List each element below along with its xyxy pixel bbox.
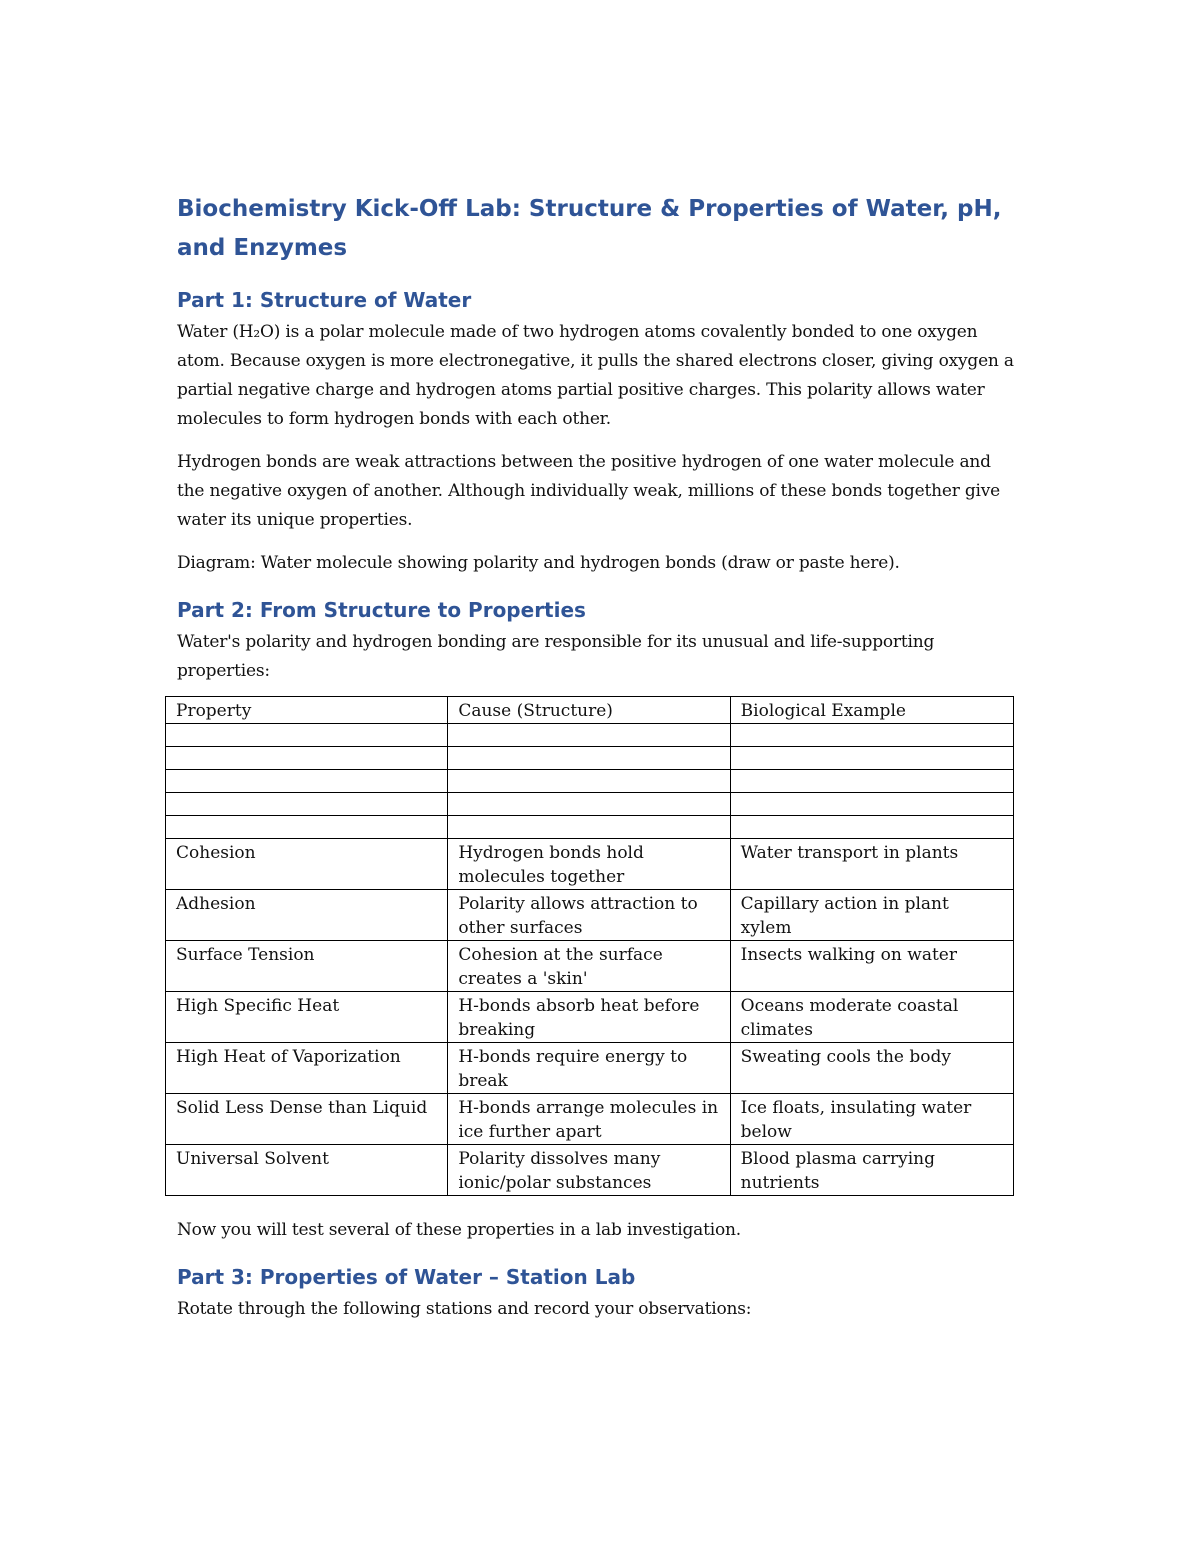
table-empty-cell[interactable] (166, 793, 448, 816)
table-cell-property: Surface Tension (166, 941, 448, 992)
part2-heading: Part 2: From Structure to Properties (177, 598, 586, 622)
table-cell-example: Blood plasma carrying nutrients (730, 1145, 1013, 1196)
part1-diagram-instruction: Diagram: Water molecule showing polarity and hydrogen bonds (draw or paste here). (177, 553, 900, 573)
table-row (166, 1043, 1014, 1094)
table-cell-cause: H-bonds arrange molecules in ice further apart (448, 1094, 730, 1145)
table-cell-example: Ice floats, insulating water below (730, 1094, 1013, 1145)
table-empty-cell[interactable] (166, 816, 448, 839)
table-cell-cause: Cohesion at the surface creates a 'skin' (448, 941, 730, 992)
table-empty-cell[interactable] (730, 747, 1013, 770)
table-empty-cell[interactable] (448, 816, 730, 839)
table-row (166, 1145, 1014, 1196)
table-header-property: Property (166, 697, 448, 724)
table-row (166, 839, 1014, 890)
part1-paragraph-hydrogen-bonds: Hydrogen bonds are weak attractions between the positive hydrogen of one water molecule and the negative oxygen of another. Although individually weak, millions of these bonds together give water its unique properties. (177, 452, 1001, 530)
table-empty-cell[interactable] (448, 770, 730, 793)
table-row (166, 1094, 1014, 1145)
table-empty-row (166, 770, 1014, 793)
document-page (177, 190, 1017, 1338)
part1-heading: Part 1: Structure of Water (177, 288, 472, 312)
table-cell-property: Adhesion (166, 890, 448, 941)
table-empty-cell[interactable] (730, 770, 1013, 793)
table-cell-cause: Hydrogen bonds hold molecules together (448, 839, 730, 890)
part2-intro: Water's polarity and hydrogen bonding are responsible for its unusual and life-supporting properties: (177, 632, 935, 681)
table-row (166, 992, 1014, 1043)
table-row (166, 941, 1014, 992)
table-header-cause: Cause (Structure) (448, 697, 730, 724)
table-cell-example: Oceans moderate coastal climates (730, 992, 1013, 1043)
table-cell-example: Insects walking on water (730, 941, 1013, 992)
table-cell-cause: H-bonds absorb heat before breaking (448, 992, 730, 1043)
table-cell-cause: H-bonds require energy to break (448, 1043, 730, 1094)
table-empty-row (166, 724, 1014, 747)
table-empty-cell[interactable] (166, 770, 448, 793)
table-empty-cell[interactable] (448, 724, 730, 747)
table-cell-property: Universal Solvent (166, 1145, 448, 1196)
document-title: Biochemistry Kick-Off Lab: Structure & Properties of Water, pH, and Enzymes (177, 196, 1002, 261)
part2-outro: Now you will test several of these properties in a lab investigation. (177, 1220, 741, 1240)
table-header-row (166, 697, 1014, 724)
table-row (166, 890, 1014, 941)
table-cell-cause: Polarity dissolves many ionic/polar substances (448, 1145, 730, 1196)
table-empty-cell[interactable] (730, 816, 1013, 839)
table-empty-cell[interactable] (166, 724, 448, 747)
table-cell-example: Capillary action in plant xylem (730, 890, 1013, 941)
table-empty-row (166, 816, 1014, 839)
table-cell-example: Water transport in plants (730, 839, 1013, 890)
part3-intro: Rotate through the following stations and record your observations: (177, 1299, 752, 1319)
part1-paragraph-polarity: Water (H₂O) is a polar molecule made of two hydrogen atoms covalently bonded to one oxygen atom. Because oxygen is more electronegative, it pulls the shared electrons closer, giving oxygen a partial negative charge and hydrogen atoms partial positive charges. This polarity allows water molecules to form hydrogen bonds with each other. (177, 322, 1014, 429)
table-empty-cell[interactable] (448, 747, 730, 770)
table-cell-property: High Specific Heat (166, 992, 448, 1043)
table-cell-cause: Polarity allows attraction to other surfaces (448, 890, 730, 941)
table-cell-property: High Heat of Vaporization (166, 1043, 448, 1094)
table-empty-cell[interactable] (166, 747, 448, 770)
part3-heading: Part 3: Properties of Water – Station Lab (177, 1265, 636, 1289)
properties-table (165, 696, 1014, 1196)
table-cell-example: Sweating cools the body (730, 1043, 1013, 1094)
table-empty-cell[interactable] (730, 724, 1013, 747)
table-cell-property: Solid Less Dense than Liquid (166, 1094, 448, 1145)
table-header-example: Biological Example (730, 697, 1013, 724)
table-empty-row (166, 793, 1014, 816)
table-empty-cell[interactable] (730, 793, 1013, 816)
table-empty-cell[interactable] (448, 793, 730, 816)
table-empty-row (166, 747, 1014, 770)
table-cell-property: Cohesion (166, 839, 448, 890)
